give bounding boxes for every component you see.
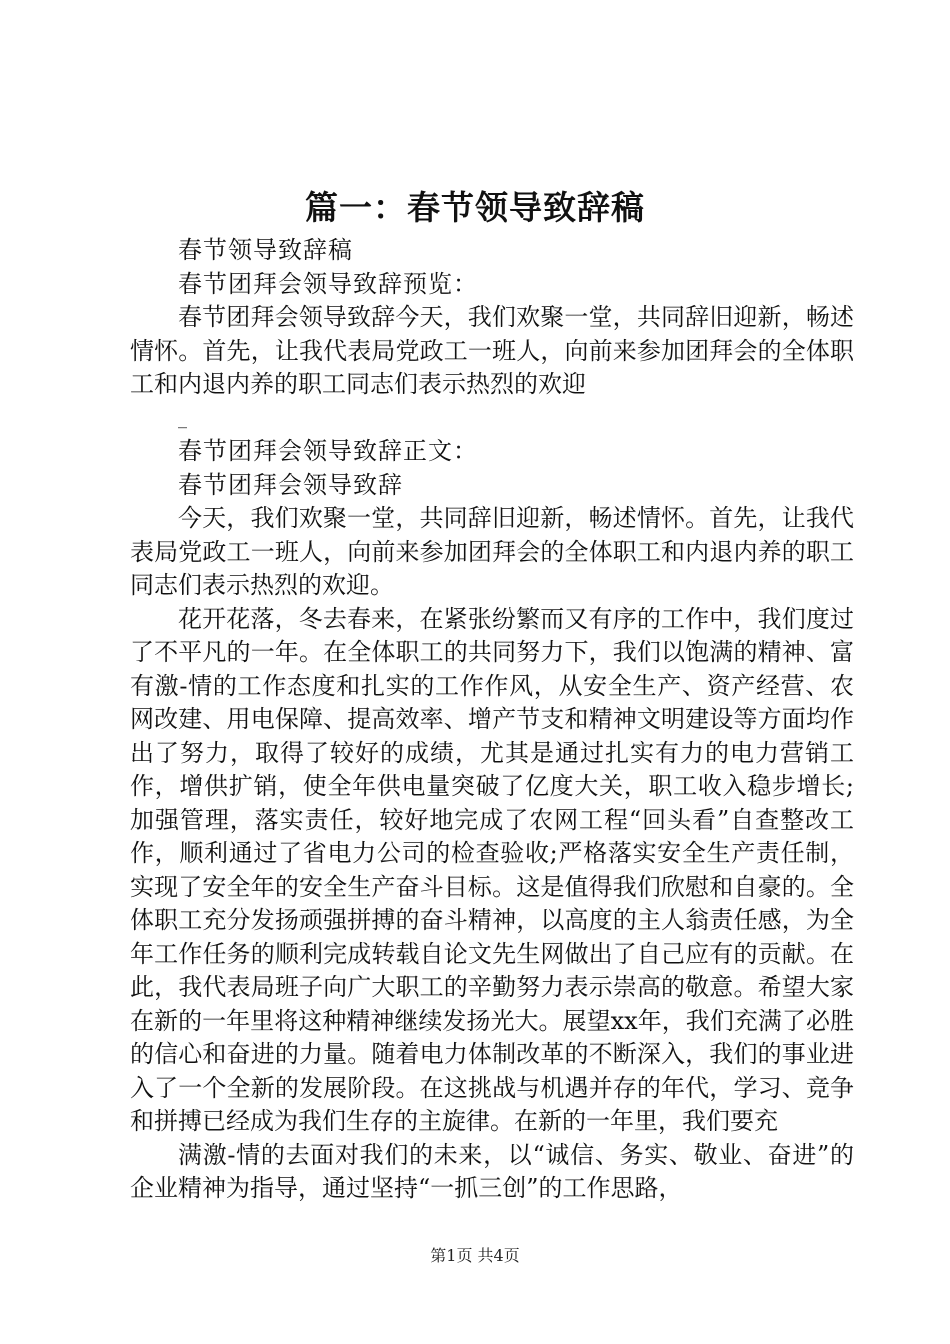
paragraph: 满激-情的去面对我们的未来，以“诚信、务实、敬业、奋进”的企业精神为指导，通过坚持“一抓三创”的工作思路， bbox=[130, 1140, 854, 1202]
paragraph: 春节团拜会领导致辞正文： bbox=[178, 437, 478, 465]
page-footer: 第1页 共4页 bbox=[430, 1246, 520, 1265]
dash-mark: _ bbox=[178, 407, 187, 429]
paragraph: 春节团拜会领导致辞 bbox=[178, 470, 403, 499]
paragraph: 春节团拜会领导致辞今天，我们欢聚一堂，共同辞旧迎新，畅述情怀。首先，让我代表局党政工一班人，向前来参加团拜会的全体职工和内退内养的职工同志们表示热烈的欢迎 bbox=[130, 303, 854, 398]
paragraph: 春节团拜会领导致辞预览： bbox=[178, 269, 478, 298]
document-title: 篇一：春节领导致辞稿 bbox=[305, 188, 645, 227]
document-body bbox=[130, 234, 854, 1206]
paragraph: 春节领导致辞稿 bbox=[178, 236, 353, 264]
paragraph: 花开花落，冬去春来，在紧张纷繁而又有序的工作中，我们度过了不平凡的一年。在全体职工的共同努力下，我们以饱满的精神、富有激-情的工作态度和扎实的工作作风，从安全生产、资产经营、农网改建、用电保障、提高效率、增产节支和精神文明建设等方面均作出了努力，取得了较好的成绩，尤其是通过扎实有力的电力营销工作，增供扩销，使全年供电量突破了亿度大关，职工收入稳步增长;加强管理，落实责任，较好地完成了农网工程“回头看”自查整改工作，顺利通过了省电力公司的检查验收;严格落实安全生产责任制，实现了安全年的安全生产奋斗目标。这是值得我们欣慰和自豪的。全体职工充分发扬顽强拼搏的奋斗精神，以高度的主人翁责任感，为全年工作任务的顺利完成转载自论文先生网做出了自己应有的贡献。在此，我代表局班子向广大职工的辛勤努力表示崇高的敬意。希望大家在新的一年里将这种精神继续发扬光大。展望xx年，我们充满了必胜的信心和奋进的力量。随着电力体制改革的不断深入，我们的事业进入了一个全新的发展阶段。在这挑战与机遇并存的年代，学习、竞争和拼搏已经成为我们生存的主旋律。在新的一年里，我们要充 bbox=[130, 604, 854, 1135]
paragraph: 今天，我们欢聚一堂，共同辞旧迎新，畅述情怀。首先，让我代表局党政工一班人，向前来参加团拜会的全体职工和内退内养的职工同志们表示热烈的欢迎。 bbox=[130, 504, 854, 599]
